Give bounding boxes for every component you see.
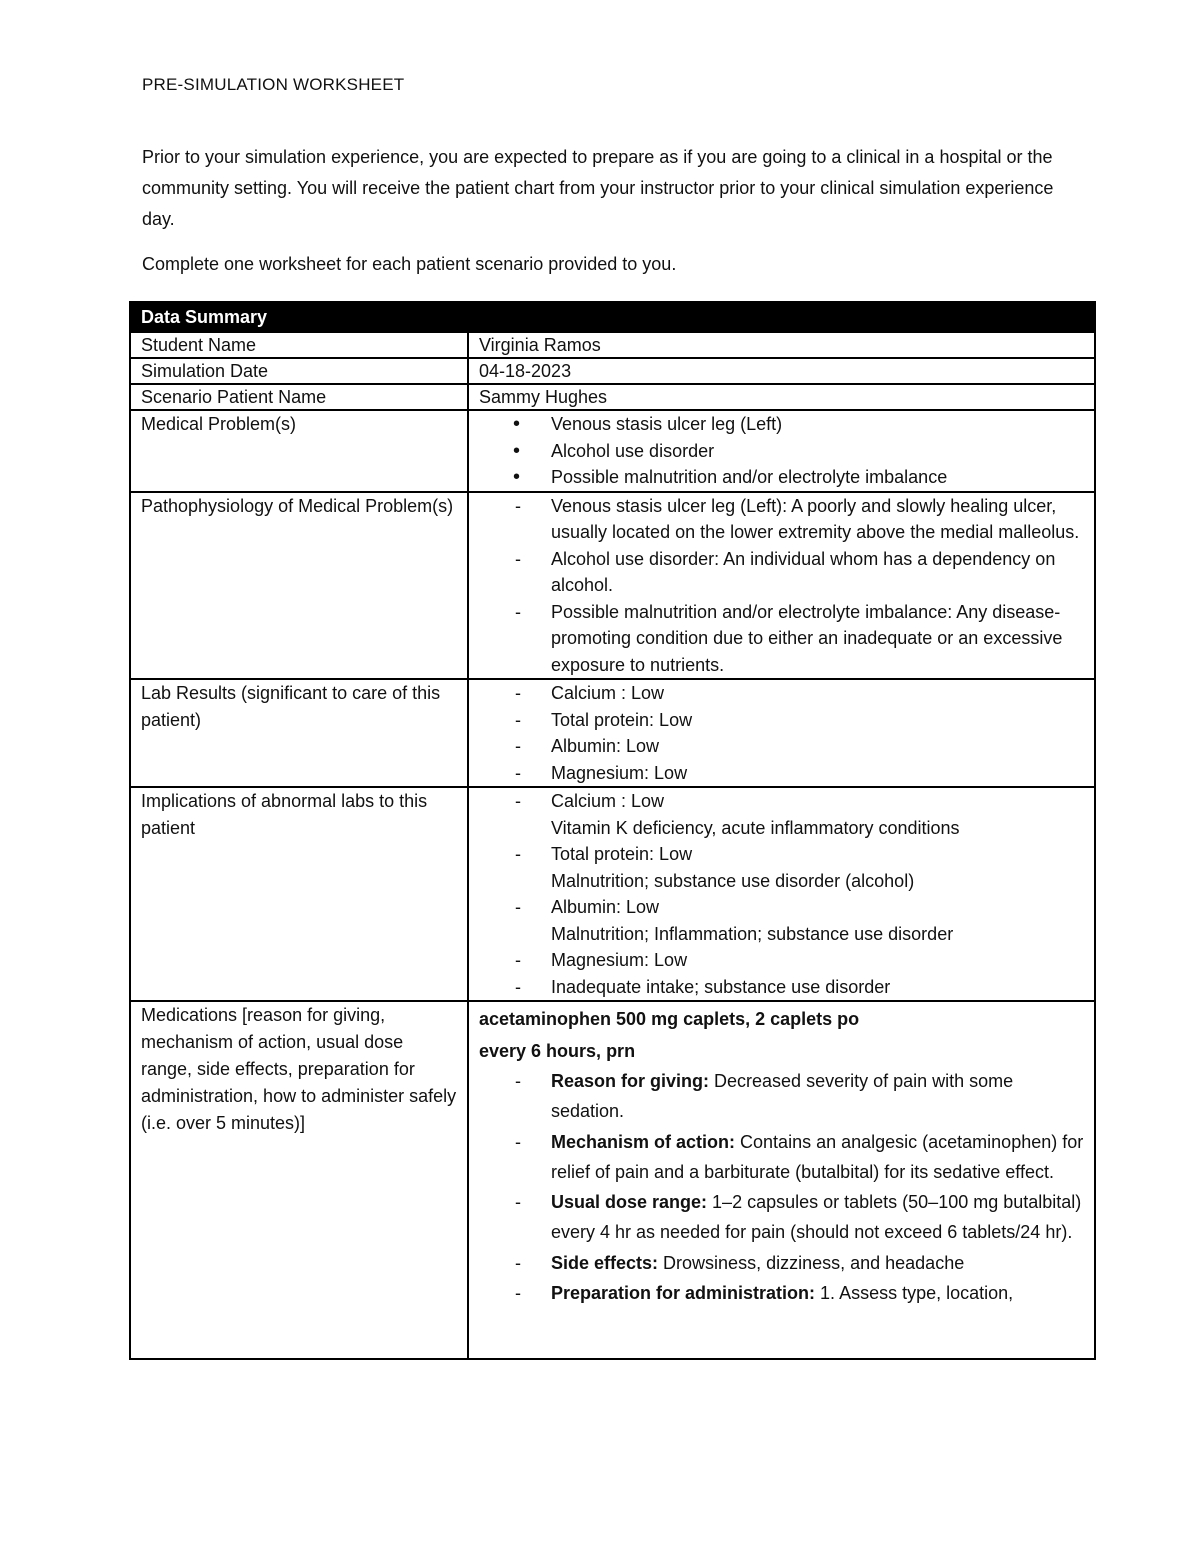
table-row-simulation-date — [130, 358, 1095, 384]
lab-results-list — [479, 680, 1084, 786]
list-item — [479, 1127, 1084, 1188]
detail-text: 1. Assess type, location, — [815, 1283, 1014, 1304]
table-row-student-name — [130, 332, 1095, 358]
implication-title: Albumin: Low — [551, 897, 660, 917]
detail-key: Reason for giving: — [551, 1071, 710, 1091]
list-item: - Total protein: Low — [479, 707, 1084, 734]
patient-name-value: Sammy Hughes — [468, 384, 1095, 410]
instruction-text: Complete one worksheet for each patient scenario provided to you. — [142, 254, 677, 274]
list-item — [479, 1248, 1084, 1278]
detail-text: Drowsiness, dizziness, and headache — [658, 1252, 965, 1273]
medications-label: Medications [reason for giving, mechanism of action, usual dose range, side effects, preparation for administration, how to administer safely (i.e. over 5 minutes)] — [130, 1001, 468, 1359]
implication-detail: Vitamin K deficiency, acute inflammatory conditions — [551, 817, 960, 838]
detail-text: 1–2 capsules or tablets (50–100 mg butalbital) every 4 hr as needed for pain (should not exceed 6 tablets/24 hr). — [551, 1192, 1082, 1243]
list-item — [479, 1187, 1084, 1248]
list-item — [479, 841, 1084, 894]
lab-results-label: Lab Results (significant to care of this patient) — [130, 679, 468, 787]
simulation-date-value: 04-18-2023 — [468, 358, 1095, 384]
student-name-value: Virginia Ramos — [468, 332, 1095, 358]
implication-title: Calcium : Low — [551, 791, 665, 811]
implications-list — [479, 788, 1084, 1000]
implications-label: Implications of abnormal labs to this patient — [130, 787, 468, 1001]
student-name-label: Student Name — [130, 332, 468, 358]
list-item — [479, 788, 1084, 841]
list-item — [479, 1278, 1084, 1308]
detail-text: Contains an analgesic (acetaminophen) for relief of pain and a barbiturate (butalbital) for its sedative effect. — [551, 1131, 1084, 1182]
list-item — [479, 1066, 1084, 1127]
table-row-lab-results — [130, 679, 1095, 787]
table-header-row — [130, 302, 1095, 332]
drug-line-1: acetaminophen 500 mg caplets, 2 caplets po — [479, 1009, 860, 1029]
intro-paragraph: Prior to your simulation experience, you are expected to prepare as if you are going to a clinical in a hospital or the community setting. You will receive the patient chart from your instructor prior to your clinical simulation experience day. — [142, 147, 1054, 229]
list-item: • Alcohol use disorder — [479, 438, 1084, 465]
table-row-patient-name — [130, 384, 1095, 410]
list-item: - Calcium : Low — [479, 680, 1084, 707]
list-item: - Alcohol use disorder: An individual whom has a dependency on alcohol. — [479, 546, 1084, 599]
medication-details-list — [479, 1066, 1084, 1308]
table-header: Data Summary — [130, 302, 1095, 332]
implication-detail: Malnutrition; Inflammation; substance use disorder — [551, 923, 954, 944]
list-item: • Possible malnutrition and/or electrolyte imbalance — [479, 464, 1084, 491]
detail-key: Side effects: — [551, 1252, 659, 1273]
implication-title: Inadequate intake; substance use disorder — [551, 976, 891, 997]
pathophysiology-label: Pathophysiology of Medical Problem(s) — [130, 492, 468, 680]
detail-key: Preparation for administration: — [551, 1283, 816, 1304]
drug-line-2: every 6 hours, prn — [479, 1041, 636, 1061]
detail-text: Decreased severity of pain with some sedation. — [551, 1071, 1014, 1122]
list-item — [479, 894, 1084, 947]
list-item: - Albumin: Low — [479, 733, 1084, 760]
detail-key: Mechanism of action: — [551, 1131, 736, 1152]
simulation-date-label: Simulation Date — [130, 358, 468, 384]
implication-title: Total protein: Low — [551, 844, 693, 864]
list-item — [479, 974, 1084, 1001]
detail-key: Usual dose range: — [551, 1192, 708, 1213]
implication-title: Magnesium: Low — [551, 950, 688, 970]
data-summary-table — [129, 301, 1096, 1360]
patient-name-label: Scenario Patient Name — [130, 384, 468, 410]
list-item: - Venous stasis ulcer leg (Left): A poorly and slowly healing ulcer, usually located on the lower extremity above the medial malleolus. — [479, 493, 1084, 546]
table-row-medications — [130, 1001, 1095, 1359]
list-item — [479, 947, 1084, 974]
list-item: - Magnesium: Low — [479, 760, 1084, 787]
list-item: • Venous stasis ulcer leg (Left) — [479, 411, 1084, 438]
medical-problems-label: Medical Problem(s) — [130, 410, 468, 492]
document-title: PRE-SIMULATION WORKSHEET — [142, 75, 405, 94]
table-row-implications — [130, 787, 1095, 1001]
medical-problems-list — [479, 411, 1084, 491]
list-item: - Possible malnutrition and/or electrolyte imbalance: Any disease-promoting condition due to either an inadequate or an excessive exposure to nutrients. — [479, 599, 1084, 679]
table-row-medical-problems — [130, 410, 1095, 492]
pathophysiology-list — [479, 493, 1084, 679]
table-row-pathophysiology — [130, 492, 1095, 680]
implication-detail: Malnutrition; substance use disorder (alcohol) — [551, 870, 915, 891]
